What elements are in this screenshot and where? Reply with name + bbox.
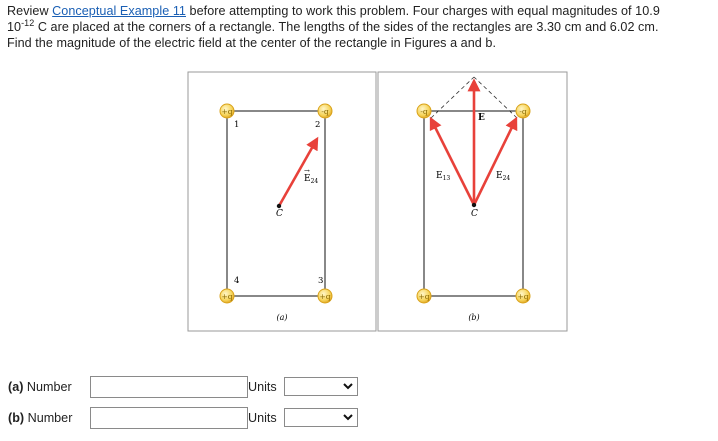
resultant-label-b: E xyxy=(478,113,485,123)
center-label-a: C xyxy=(276,209,283,219)
charge-4-b-label: +q xyxy=(418,292,430,301)
charge-base: 10 xyxy=(7,20,22,34)
charge-2-a-label: -q xyxy=(321,107,329,116)
answer-a-units-select[interactable] xyxy=(284,377,358,396)
charge-4-a-label: +q xyxy=(221,292,233,301)
answer-b-number-input[interactable] xyxy=(90,407,248,429)
panel-a xyxy=(220,104,332,322)
answer-a-label: (a) Number xyxy=(8,380,72,394)
problem-text-1: Review xyxy=(7,4,53,18)
chevron-down-icon xyxy=(342,411,354,423)
conceptual-example-link[interactable]: Conceptual Example 11 xyxy=(52,4,186,18)
center-label-b: C xyxy=(471,209,478,219)
field-arrow-e24-b xyxy=(474,119,516,205)
field-label-a: $E_{24}$ xyxy=(304,174,319,185)
dashed-line-1 xyxy=(431,77,474,118)
field-arrow-e24-a xyxy=(279,139,317,206)
problem-text-3: C are placed at the corners of a rectangle. The lengths of the sides of the rectangles are 3.30 cm and 6.02 cm. xyxy=(34,20,659,34)
caption-a: (a) xyxy=(276,313,288,322)
answer-b-units-label: Units xyxy=(248,411,277,425)
corner-number-1: 1 xyxy=(234,120,240,130)
charge-3-a-label: +q xyxy=(319,292,331,301)
problem-text-4: Find the magnitude of the electric field at the center of the rectangle in Figures a and b. xyxy=(7,36,496,50)
corner-number-3: 3 xyxy=(318,276,324,286)
corner-number-2: 2 xyxy=(315,120,321,130)
answer-b-label: (b) Number xyxy=(8,411,73,425)
charge-1-b-label: -q xyxy=(420,107,428,116)
dashed-line-2 xyxy=(474,77,517,118)
problem-statement xyxy=(7,3,715,51)
problem-text-2: before attempting to work this problem. Four charges with equal magnitudes of 10.9 xyxy=(186,4,660,18)
field-label-e13-b: $E_{13}$ xyxy=(436,171,451,182)
charges-figure xyxy=(187,71,569,333)
center-point-b xyxy=(472,203,476,207)
corner-number-4: 4 xyxy=(234,276,240,286)
answer-b-units-select[interactable] xyxy=(284,408,358,427)
panel-b xyxy=(417,77,530,322)
charge-1-a-label: +q xyxy=(221,107,233,116)
answer-a-number-input[interactable] xyxy=(90,376,248,398)
center-point-a xyxy=(277,204,281,208)
rectangle-a xyxy=(227,111,325,296)
answer-a-units-label: Units xyxy=(248,380,277,394)
caption-b: (b) xyxy=(468,313,480,322)
chevron-down-icon xyxy=(342,380,354,392)
charge-2-b-label: -q xyxy=(519,107,527,116)
field-vector-bar-a: → xyxy=(304,167,310,175)
field-arrow-e13-b xyxy=(431,119,474,205)
charge-exponent: -12 xyxy=(21,18,35,28)
charge-3-b-label: +q xyxy=(517,292,529,301)
field-label-e24-b: $E_{24}$ xyxy=(496,171,511,182)
